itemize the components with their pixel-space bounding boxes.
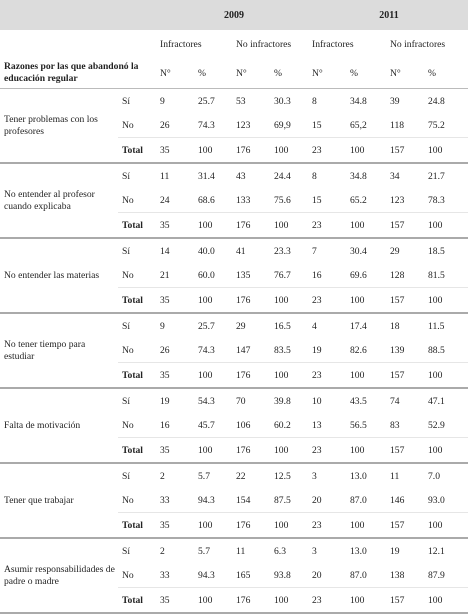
row-label: Sí bbox=[118, 163, 158, 188]
count-cell: 35 bbox=[158, 138, 196, 164]
row-label: No bbox=[122, 269, 134, 281]
percent-cell: 54.3 bbox=[196, 388, 234, 413]
percent-cell: 60.0 bbox=[198, 269, 215, 281]
count-cell: 8 bbox=[310, 89, 348, 114]
count-cell: 176 bbox=[234, 438, 272, 464]
count-cell: 14 bbox=[158, 238, 196, 263]
percent-cell: 100 bbox=[272, 438, 310, 464]
count-cell: 165 bbox=[236, 569, 251, 581]
row-label: No bbox=[122, 119, 134, 131]
table-row bbox=[0, 313, 468, 338]
percent-cell: 87.5 bbox=[274, 494, 291, 506]
percent-cell: 94.3 bbox=[198, 569, 215, 581]
percent-cell: 87.0 bbox=[350, 569, 367, 581]
percent-cell: 21.7 bbox=[426, 163, 468, 188]
count-cell: 23 bbox=[310, 288, 348, 314]
count-cell: 20 bbox=[312, 494, 322, 506]
count-cell: 157 bbox=[388, 213, 426, 239]
percent-cell: 82.6 bbox=[350, 344, 367, 356]
percent-cell: 18.5 bbox=[426, 238, 468, 263]
year-2011-header: 2011 bbox=[310, 0, 468, 30]
count-cell: 176 bbox=[234, 513, 272, 539]
count-cell: 8 bbox=[310, 163, 348, 188]
count-cell: 74 bbox=[388, 388, 426, 413]
col-pct-header: % bbox=[426, 58, 468, 89]
count-cell: 23 bbox=[310, 438, 348, 464]
col-n-header: N° bbox=[388, 58, 426, 89]
header-blank bbox=[0, 0, 118, 30]
percent-cell: 93.8 bbox=[274, 569, 291, 581]
col-n-header: N° bbox=[158, 58, 196, 89]
row-label: Total bbox=[118, 363, 158, 389]
percent-cell: 68.6 bbox=[198, 194, 215, 206]
percent-cell: 11.5 bbox=[426, 313, 468, 338]
reasons-header: Razones por las que abandonó la educación regular bbox=[0, 58, 158, 89]
row-label: Sí bbox=[118, 388, 158, 413]
percent-cell: 100 bbox=[272, 363, 310, 389]
count-cell: 13 bbox=[312, 419, 322, 431]
percent-cell: 100 bbox=[196, 513, 234, 539]
row-label: Total bbox=[118, 138, 158, 164]
count-cell: 11 bbox=[158, 163, 196, 188]
percent-cell: 100 bbox=[196, 213, 234, 239]
percent-cell: 100 bbox=[348, 588, 388, 614]
percent-cell: 13.0 bbox=[348, 538, 388, 563]
count-cell: 35 bbox=[158, 438, 196, 464]
count-cell: 26 bbox=[160, 344, 170, 356]
percent-cell: 69,9 bbox=[274, 119, 291, 131]
percent-cell: 34.8 bbox=[348, 163, 388, 188]
infractores-2009-header: Infractores bbox=[160, 38, 202, 50]
table-row bbox=[0, 463, 468, 488]
percent-cell: 100 bbox=[348, 438, 388, 464]
col-pct-header: % bbox=[348, 58, 388, 89]
count-cell: 20 bbox=[312, 569, 322, 581]
count-cell: 21 bbox=[160, 269, 170, 281]
count-cell: 133 bbox=[236, 194, 251, 206]
percent-cell: 16.5 bbox=[272, 313, 310, 338]
percent-cell: 100 bbox=[426, 588, 468, 614]
infractores-2011-header: Infractores bbox=[312, 38, 354, 50]
percent-cell: 74.3 bbox=[198, 119, 215, 131]
count-cell: 19 bbox=[312, 344, 322, 356]
count-cell: 157 bbox=[388, 363, 426, 389]
percent-cell: 6.3 bbox=[272, 538, 310, 563]
count-cell: 10 bbox=[310, 388, 348, 413]
count-cell: 157 bbox=[388, 438, 426, 464]
count-cell: 7 bbox=[310, 238, 348, 263]
percent-cell: 17.4 bbox=[348, 313, 388, 338]
no-infractores-2011-header: No infractores bbox=[390, 38, 446, 50]
count-cell: 3 bbox=[310, 463, 348, 488]
table-row bbox=[0, 538, 468, 563]
percent-cell: 88.5 bbox=[428, 344, 445, 356]
header-blank bbox=[118, 0, 158, 30]
percent-cell: 43.5 bbox=[348, 388, 388, 413]
count-cell: 35 bbox=[158, 288, 196, 314]
percent-cell: 100 bbox=[272, 288, 310, 314]
col-pct-header: % bbox=[196, 58, 234, 89]
percent-cell: 23.3 bbox=[272, 238, 310, 263]
count-cell: 2 bbox=[158, 463, 196, 488]
percent-cell: 5.7 bbox=[196, 538, 234, 563]
count-cell: 23 bbox=[310, 588, 348, 614]
percent-cell: 81.5 bbox=[428, 269, 445, 281]
col-n-header: N° bbox=[310, 58, 348, 89]
count-cell: 176 bbox=[234, 288, 272, 314]
count-cell: 157 bbox=[388, 588, 426, 614]
count-cell: 35 bbox=[158, 513, 196, 539]
count-cell: 154 bbox=[236, 494, 251, 506]
percent-cell: 13.0 bbox=[348, 463, 388, 488]
count-cell: 83 bbox=[390, 419, 400, 431]
percent-cell: 100 bbox=[348, 513, 388, 539]
percent-cell: 25.7 bbox=[196, 89, 234, 114]
table-row bbox=[0, 238, 468, 263]
count-cell: 128 bbox=[390, 269, 405, 281]
percent-cell: 24.8 bbox=[426, 89, 468, 114]
table-header bbox=[0, 0, 468, 89]
count-cell: 19 bbox=[388, 538, 426, 563]
percent-cell: 45.7 bbox=[198, 419, 215, 431]
count-cell: 135 bbox=[236, 269, 251, 281]
percent-cell: 93.0 bbox=[428, 494, 445, 506]
count-cell: 123 bbox=[390, 194, 405, 206]
percent-cell: 74.3 bbox=[198, 344, 215, 356]
count-cell: 138 bbox=[390, 569, 405, 581]
reason-label: No tener tiempo para estudiar bbox=[0, 313, 118, 388]
count-cell: 15 bbox=[312, 194, 322, 206]
count-cell: 22 bbox=[234, 463, 272, 488]
row-label: Sí bbox=[118, 463, 158, 488]
header-blank bbox=[118, 30, 158, 58]
percent-cell: 30.3 bbox=[272, 89, 310, 114]
count-cell: 176 bbox=[234, 363, 272, 389]
row-label: No bbox=[122, 569, 134, 581]
count-cell: 118 bbox=[390, 119, 405, 131]
row-label: Sí bbox=[118, 313, 158, 338]
percent-cell: 39.8 bbox=[272, 388, 310, 413]
percent-cell: 7.0 bbox=[426, 463, 468, 488]
percent-cell: 100 bbox=[348, 363, 388, 389]
percent-cell: 47.1 bbox=[426, 388, 468, 413]
percent-cell: 100 bbox=[196, 138, 234, 164]
percent-cell: 100 bbox=[348, 288, 388, 314]
percent-cell: 75.2 bbox=[428, 119, 445, 131]
percent-cell: 12.5 bbox=[272, 463, 310, 488]
header-blank bbox=[0, 30, 118, 58]
row-label: Total bbox=[118, 513, 158, 539]
count-cell: 39 bbox=[388, 89, 426, 114]
percent-cell: 69.6 bbox=[350, 269, 367, 281]
count-cell: 29 bbox=[234, 313, 272, 338]
table-row bbox=[0, 163, 468, 188]
table-row bbox=[0, 89, 468, 114]
count-cell: 11 bbox=[234, 538, 272, 563]
percent-cell: 100 bbox=[426, 513, 468, 539]
count-cell: 26 bbox=[160, 119, 170, 131]
reason-label: Falta de motivación bbox=[0, 388, 118, 463]
count-cell: 19 bbox=[158, 388, 196, 413]
count-cell: 18 bbox=[388, 313, 426, 338]
count-cell: 23 bbox=[310, 138, 348, 164]
count-cell: 146 bbox=[390, 494, 405, 506]
percent-cell: 40.0 bbox=[196, 238, 234, 263]
percent-cell: 100 bbox=[272, 138, 310, 164]
percent-cell: 100 bbox=[196, 363, 234, 389]
count-cell: 33 bbox=[160, 569, 170, 581]
row-label: No bbox=[122, 494, 134, 506]
percent-cell: 100 bbox=[426, 213, 468, 239]
count-cell: 23 bbox=[310, 213, 348, 239]
col-pct-header: % bbox=[272, 58, 310, 89]
percent-cell: 100 bbox=[426, 288, 468, 314]
percent-cell: 100 bbox=[272, 213, 310, 239]
count-cell: 139 bbox=[390, 344, 405, 356]
row-label: No bbox=[122, 344, 134, 356]
percent-cell: 100 bbox=[426, 138, 468, 164]
percent-cell: 100 bbox=[426, 438, 468, 464]
percent-cell: 25.7 bbox=[196, 313, 234, 338]
percent-cell: 60.2 bbox=[274, 419, 291, 431]
count-cell: 123 bbox=[236, 119, 251, 131]
count-cell: 15 bbox=[312, 119, 322, 131]
percent-cell: 87.0 bbox=[350, 494, 367, 506]
count-cell: 157 bbox=[388, 288, 426, 314]
percent-cell: 100 bbox=[348, 138, 388, 164]
col-n-header: N° bbox=[234, 58, 272, 89]
count-cell: 157 bbox=[388, 513, 426, 539]
row-label: Sí bbox=[118, 538, 158, 563]
year-2009-header: 2009 bbox=[158, 0, 310, 30]
count-cell: 9 bbox=[158, 313, 196, 338]
row-label: No bbox=[122, 419, 134, 431]
count-cell: 16 bbox=[160, 419, 170, 431]
reason-label: No entender las materias bbox=[0, 238, 118, 313]
count-cell: 53 bbox=[234, 89, 272, 114]
row-label: Sí bbox=[118, 238, 158, 263]
percent-cell: 78.3 bbox=[428, 194, 445, 206]
count-cell: 147 bbox=[236, 344, 251, 356]
count-cell: 16 bbox=[312, 269, 322, 281]
row-label: Sí bbox=[118, 89, 158, 114]
percent-cell: 75.6 bbox=[274, 194, 291, 206]
count-cell: 176 bbox=[234, 588, 272, 614]
count-cell: 35 bbox=[158, 363, 196, 389]
percent-cell: 30.4 bbox=[348, 238, 388, 263]
row-label: Total bbox=[118, 588, 158, 614]
count-cell: 29 bbox=[388, 238, 426, 263]
no-infractores-2009-header: No infractores bbox=[236, 38, 292, 50]
percent-cell: 65.2 bbox=[350, 194, 367, 206]
percent-cell: 100 bbox=[196, 288, 234, 314]
percent-cell: 94.3 bbox=[198, 494, 215, 506]
count-cell: 9 bbox=[158, 89, 196, 114]
count-cell: 35 bbox=[158, 213, 196, 239]
percent-cell: 100 bbox=[272, 513, 310, 539]
count-cell: 35 bbox=[158, 588, 196, 614]
reason-label: No entender al profesor cuando explicaba bbox=[0, 163, 118, 238]
table-row bbox=[0, 388, 468, 413]
percent-cell: 76.7 bbox=[274, 269, 291, 281]
count-cell: 11 bbox=[388, 463, 426, 488]
percent-cell: 24.4 bbox=[272, 163, 310, 188]
percent-cell: 100 bbox=[196, 438, 234, 464]
percent-cell: 34.8 bbox=[348, 89, 388, 114]
row-label: No bbox=[122, 194, 134, 206]
percent-cell: 100 bbox=[348, 213, 388, 239]
percent-cell: 56.5 bbox=[350, 419, 367, 431]
count-cell: 70 bbox=[234, 388, 272, 413]
row-label: Total bbox=[118, 438, 158, 464]
percent-cell: 5.7 bbox=[196, 463, 234, 488]
percent-cell: 83.5 bbox=[274, 344, 291, 356]
count-cell: 176 bbox=[234, 138, 272, 164]
count-cell: 24 bbox=[160, 194, 170, 206]
count-cell: 2 bbox=[158, 538, 196, 563]
row-label: Total bbox=[118, 288, 158, 314]
count-cell: 106 bbox=[236, 419, 251, 431]
count-cell: 157 bbox=[388, 138, 426, 164]
percent-cell: 87.9 bbox=[428, 569, 445, 581]
count-cell: 43 bbox=[234, 163, 272, 188]
count-cell: 34 bbox=[388, 163, 426, 188]
reason-label: Asumir responsabilidades de padre o madre bbox=[0, 538, 118, 613]
percent-cell: 31.4 bbox=[196, 163, 234, 188]
reason-label: Tener problemas con los profesores bbox=[0, 89, 118, 164]
count-cell: 41 bbox=[234, 238, 272, 263]
percent-cell: 65,2 bbox=[350, 119, 367, 131]
count-cell: 23 bbox=[310, 363, 348, 389]
count-cell: 3 bbox=[310, 538, 348, 563]
count-cell: 4 bbox=[310, 313, 348, 338]
percent-cell: 100 bbox=[272, 588, 310, 614]
reason-label: Tener que trabajar bbox=[0, 463, 118, 538]
percent-cell: 12.1 bbox=[426, 538, 468, 563]
percent-cell: 100 bbox=[196, 588, 234, 614]
count-cell: 176 bbox=[234, 213, 272, 239]
count-cell: 33 bbox=[160, 494, 170, 506]
table-body bbox=[0, 89, 468, 614]
percent-cell: 100 bbox=[426, 363, 468, 389]
row-label: Total bbox=[118, 213, 158, 239]
percent-cell: 52.9 bbox=[428, 419, 445, 431]
count-cell: 23 bbox=[310, 513, 348, 539]
